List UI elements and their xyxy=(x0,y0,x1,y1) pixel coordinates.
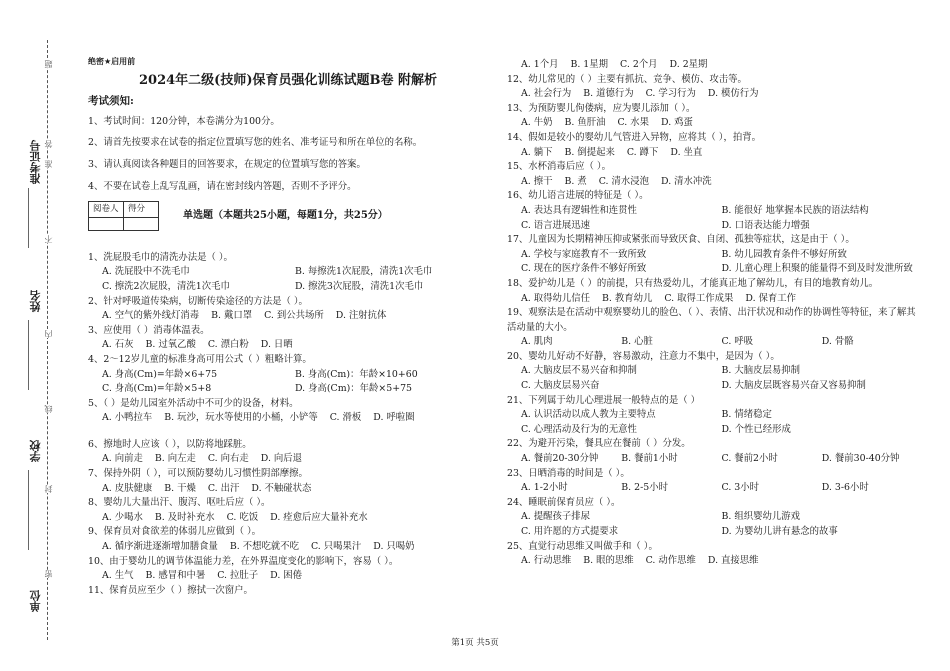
answer-option[interactable]: D. 为婴幼儿讲有悬念的故事 xyxy=(721,526,838,537)
question-text: 23、日晒消毒的时间是（ ）。 xyxy=(507,467,630,479)
answer-options xyxy=(88,368,488,397)
left-column xyxy=(88,55,488,598)
answer-option[interactable]: B. 餐前1小时 xyxy=(621,453,678,465)
answer-option[interactable]: A. 循序渐进逐渐增加膳食量 xyxy=(102,541,218,553)
answer-option[interactable]: B. 煮 xyxy=(564,175,587,187)
answer-option[interactable]: A. 1个月 xyxy=(521,59,559,70)
answer-options xyxy=(88,569,488,584)
answer-option[interactable]: C. 语言进展迅速 xyxy=(521,219,591,231)
answer-option[interactable]: A. 肌肉 xyxy=(521,336,553,348)
score-cell[interactable] xyxy=(124,217,159,230)
right-column xyxy=(507,58,922,569)
answer-option[interactable]: B. 情绪稳定 xyxy=(721,409,772,421)
answer-option[interactable]: D. 困倦 xyxy=(270,570,303,582)
seal-char: 密 xyxy=(44,570,53,578)
answer-option[interactable]: A. 向前走 xyxy=(102,453,143,465)
question-text: 11、保育员应至少（ ）擦拭一次窗户。 xyxy=(88,584,253,596)
answer-option[interactable]: C. 滑板 xyxy=(329,412,362,424)
question-text: 24、睡眠前保育员应（ ）。 xyxy=(507,496,621,508)
question-text: 3、应使用（ ）消毒体温表。 xyxy=(88,324,210,336)
answer-option[interactable]: A. 大脑皮层不易兴奋和抑制 xyxy=(521,365,637,377)
seal-char: 准 xyxy=(44,160,53,168)
margin-label-exam-number: 准考证号 xyxy=(29,140,42,184)
answer-options xyxy=(88,482,488,497)
answer-option[interactable]: D. 身高(Cm)：年龄×5+75 xyxy=(295,383,412,395)
answer-option[interactable]: A. 取得幼儿信任 xyxy=(521,292,590,304)
answer-option[interactable]: B. 戴口罩 xyxy=(211,310,253,322)
answer-options xyxy=(88,309,488,324)
answer-option[interactable]: A. 1-2小时 xyxy=(521,482,568,494)
answer-option[interactable]: C. 出汗 xyxy=(207,482,240,494)
question-text: 10、由于婴幼儿的调节体温能力差，在外界温度变化的影响下，容易（ ）。 xyxy=(88,555,399,567)
answer-option[interactable]: B. 大脑皮层易抑制 xyxy=(721,365,800,377)
seal-char: 题 xyxy=(44,60,53,68)
answer-option[interactable]: C. 3小时 xyxy=(721,482,760,494)
answer-option[interactable]: B. 1星期 xyxy=(570,59,609,70)
answer-options xyxy=(507,175,922,190)
answer-option[interactable]: A. 认识活动以成人教为主要特点 xyxy=(521,409,656,421)
answer-option[interactable]: B. 幼儿园教育条件不够好所致 xyxy=(721,248,847,260)
score-section xyxy=(88,201,488,231)
answer-option[interactable]: A. 表达具有逻辑性和连贯性 xyxy=(521,204,637,216)
seal-char: 答 xyxy=(44,140,53,148)
binding-margin xyxy=(0,0,60,671)
answer-option[interactable]: A. 社会行为 xyxy=(521,88,572,100)
answer-option[interactable]: C. 大脑皮层易兴奋 xyxy=(521,380,600,392)
seal-line xyxy=(47,40,48,640)
question-text: 14、假如是较小的婴幼儿气管进入异物，应将其（ ），拍背。 xyxy=(507,131,761,143)
answer-option[interactable]: B. 教育幼儿 xyxy=(601,292,653,304)
answer-option[interactable]: A. 洗屁股中不洗毛巾 xyxy=(102,266,190,278)
fill-line xyxy=(28,470,39,550)
answer-option[interactable]: A. 行动思维 xyxy=(521,555,572,567)
answer-option[interactable]: A. 身高(Cm)=年龄×6+75 xyxy=(102,368,218,380)
notice-item: 3、请认真阅读各种题目的回答要求，在规定的位置填写您的答案。 xyxy=(88,158,366,170)
answer-option[interactable]: D. 痊愈后应大量补充水 xyxy=(270,511,368,523)
answer-options xyxy=(507,364,922,393)
answer-option[interactable]: A. 学校与家庭教育不一致所致 xyxy=(521,248,647,260)
answer-options xyxy=(507,87,922,102)
notice-list xyxy=(88,115,488,194)
answer-option[interactable]: D. 3-6小时 xyxy=(821,482,869,494)
questions-left xyxy=(88,251,488,599)
answer-options xyxy=(507,554,922,569)
page-footer: 第1页 共5页 xyxy=(451,638,499,648)
answer-option[interactable]: D. 鸡蛋 xyxy=(661,117,693,129)
answer-options xyxy=(88,452,488,467)
question-text: 12、幼儿常见的（ ）主要有抓抗、竞争、模仿、攻击等。 xyxy=(507,73,747,85)
answer-option[interactable]: B. 干燥 xyxy=(164,482,196,494)
seal-char: 内 xyxy=(44,330,53,338)
reviewer-label: 阅卷人 xyxy=(89,202,124,218)
score-label: 得分 xyxy=(124,202,159,218)
answer-option[interactable]: A. 提醒孩子排尿 xyxy=(521,511,590,523)
answer-option[interactable]: D. 模仿行为 xyxy=(707,88,759,100)
answer-options xyxy=(88,338,488,353)
answer-option[interactable]: C. 蹲下 xyxy=(626,146,659,158)
answer-option[interactable]: C. 吃饭 xyxy=(226,511,259,523)
answer-option[interactable]: D. 擦洗3次屁股，清洗1次毛巾 xyxy=(295,280,424,292)
answer-option[interactable]: C. 到公共场所 xyxy=(264,310,324,322)
section-heading: 单选题（本题共25小题，每题1分，共25分） xyxy=(183,209,388,221)
answer-option[interactable]: B. 倒提起来 xyxy=(564,146,615,158)
answer-option[interactable]: C. 只喝果汁 xyxy=(310,541,362,553)
answer-option[interactable]: C. 2个月 xyxy=(620,59,658,70)
answer-options xyxy=(507,146,922,161)
question-text: 15、水杯消毒后应（ ）。 xyxy=(507,161,611,173)
notice-item: 1、考试时间：120分钟，本卷满分为100分。 xyxy=(88,115,280,127)
answer-option[interactable]: D. 坐直 xyxy=(670,146,703,158)
answer-option[interactable]: C. 心理活动及行为的无意性 xyxy=(521,423,637,435)
question-text: 20、婴幼儿好动不好静，容易激动，注意力不集中，是因为（ ）。 xyxy=(507,350,780,362)
question-text: 4、2～12岁儿童的标准身高可用公式（ ）粗略计算。 xyxy=(88,353,312,365)
answer-option[interactable]: D. 口语表达能力增强 xyxy=(721,219,810,231)
answer-option[interactable]: D. 个性已经形成 xyxy=(721,423,791,435)
answer-option[interactable]: D. 直接思维 xyxy=(707,555,759,567)
answer-option[interactable]: C. 学习行为 xyxy=(645,88,696,100)
answer-option[interactable]: C. 漂白粉 xyxy=(207,339,249,351)
answer-options xyxy=(88,540,488,555)
answer-option[interactable]: A. 生气 xyxy=(102,570,134,582)
answer-option[interactable]: C. 拉肚子 xyxy=(217,570,259,582)
notice-heading: 考试须知: xyxy=(88,95,134,108)
answer-option[interactable]: C. 身高(Cm)=年龄×5+8 xyxy=(102,383,212,395)
answer-option[interactable]: D. 清水冲洗 xyxy=(661,175,712,187)
answer-options xyxy=(88,411,488,426)
answer-option[interactable]: A. 石灰 xyxy=(102,339,134,351)
answer-option[interactable]: B. 身高(Cm)：年龄×10+60 xyxy=(295,368,418,380)
question-text: 2、针对呼吸道传染病，切断传染途径的方法是（ ）。 xyxy=(88,295,308,307)
answer-option[interactable]: A. 餐前20-30分钟 xyxy=(521,453,599,465)
questions-right xyxy=(507,58,922,569)
question-text: 7、保持外阴（ ），可以预防婴幼儿习惯性阴部摩擦。 xyxy=(88,468,308,480)
answer-option[interactable]: A. 小鸭拉车 xyxy=(102,412,153,424)
question-text: 18、爱护幼儿是（ ）的前提，只有热爱幼儿，才能真正地了解幼儿，有目的地教育幼儿。 xyxy=(507,277,879,289)
seal-char: 不 xyxy=(44,235,53,243)
answer-option[interactable]: C. 用许愿的方式提要求 xyxy=(521,526,619,537)
answer-option[interactable]: A. 牛奶 xyxy=(521,117,553,129)
answer-options xyxy=(507,204,922,233)
answer-option[interactable]: D. 注射抗体 xyxy=(335,310,387,322)
answer-option[interactable]: C. 餐前2小时 xyxy=(721,453,778,465)
answer-options xyxy=(507,452,922,467)
answer-options xyxy=(88,511,488,526)
margin-label-unit: 单位 xyxy=(29,590,42,612)
answer-options xyxy=(507,481,922,496)
question-text: 5、（ ）是幼儿园室外活动中不可少的设备，材料。 xyxy=(88,397,299,409)
answer-option[interactable]: B. 过氧乙酸 xyxy=(145,339,196,351)
answer-options xyxy=(88,265,488,294)
question-text: 17、儿童因为长期精神压抑或紧张而导致厌食、自闭、孤独等症状，这是由于（ ）。 xyxy=(507,234,855,246)
reviewer-cell[interactable] xyxy=(89,217,124,230)
fill-line xyxy=(28,320,39,390)
page-title: 2024年二级(技师)保育员强化训练试题B卷 附解析 xyxy=(139,72,437,88)
answer-option[interactable]: D. 呼啦圈 xyxy=(373,412,415,424)
answer-option[interactable]: D. 不触碰状态 xyxy=(251,482,312,494)
question-text: 22、为避开污染，餐具应在餐前（ ）分发。 xyxy=(507,438,691,450)
question-text: 9、保育员对食欲差的体弱儿应做到（ ）。 xyxy=(88,526,262,538)
question-text: 6、擦地时人应该（ ），以防将地踩脏。 xyxy=(88,438,252,450)
answer-option[interactable]: C. 水果 xyxy=(617,117,650,129)
answer-option[interactable]: B. 不想吃就不吃 xyxy=(229,541,299,553)
answer-option[interactable]: B. 感冒和中暑 xyxy=(145,570,206,582)
answer-option[interactable]: B. 每擦洗1次屁股，清洗1次毛巾 xyxy=(295,266,433,278)
answer-option[interactable]: C. 向右走 xyxy=(207,453,249,465)
answer-option[interactable]: C. 动作思维 xyxy=(645,555,696,567)
answer-option[interactable]: D. 2星期 xyxy=(669,59,708,70)
answer-option[interactable]: B. 鱼肝油 xyxy=(564,117,606,129)
answer-options xyxy=(507,292,922,307)
answer-option[interactable]: C. 擦洗2次屁股，清洗1次毛巾 xyxy=(102,280,230,292)
margin-label-name: 姓名 xyxy=(29,290,42,312)
answer-option[interactable]: B. 及时补充水 xyxy=(154,511,215,523)
question-text: 8、婴幼儿大量出汗、腹泻、呕吐后应（ ）。 xyxy=(88,497,271,509)
answer-options xyxy=(507,408,922,437)
answer-option[interactable]: A. 擦干 xyxy=(521,175,553,187)
answer-option[interactable]: D. 大脑皮层既容易兴奋又容易抑制 xyxy=(721,380,866,392)
answer-option[interactable]: C. 取得工作成果 xyxy=(664,292,734,304)
answer-option[interactable]: C. 呼吸 xyxy=(721,336,754,348)
answer-option[interactable]: B. 能很好 地掌握本民族的语法结构 xyxy=(721,204,869,216)
question-text: 1、洗屁股毛巾的清洗办法是（ ）。 xyxy=(88,251,233,263)
answer-options xyxy=(507,58,922,73)
answer-options xyxy=(507,510,922,539)
answer-option[interactable]: D. 餐前30-40分钟 xyxy=(821,453,900,465)
answer-option[interactable]: B. 眼的思维 xyxy=(583,555,634,567)
answer-option[interactable]: C. 现在的医疗条件不够好所致 xyxy=(521,263,647,275)
answer-option[interactable]: D. 骨骼 xyxy=(821,336,854,348)
answer-options xyxy=(507,248,922,277)
answer-option[interactable]: A. 皮肤健康 xyxy=(102,482,153,494)
seal-char: 封 xyxy=(44,485,53,493)
question-text: 13、为预防婴儿佝偻病，应为婴儿添加（ ）。 xyxy=(507,102,696,114)
answer-option[interactable]: B. 向左走 xyxy=(154,453,196,465)
answer-option[interactable]: D. 日晒 xyxy=(260,339,293,351)
answer-option[interactable]: D. 保育工作 xyxy=(745,292,797,304)
fill-line xyxy=(28,188,39,248)
seal-char: 线 xyxy=(44,405,53,413)
answer-option[interactable]: A. 少喝水 xyxy=(102,511,143,523)
answer-option[interactable]: A. 空气的紫外线灯消毒 xyxy=(102,310,200,322)
answer-options xyxy=(507,116,922,131)
answer-option[interactable]: B. 玩沙，玩水等使用的小桶，小铲等 xyxy=(164,412,318,424)
secret-mark: 绝密★启用前 xyxy=(88,57,136,66)
question-text: 16、幼儿语言进展的特征是（ ）。 xyxy=(507,190,649,202)
answer-option[interactable]: D. 儿童心理上积聚的能量得不到及时发泄所致 xyxy=(721,263,913,275)
answer-option[interactable]: A. 躺下 xyxy=(521,146,553,158)
answer-options xyxy=(507,335,922,350)
notice-item: 4、不要在试卷上乱写乱画，请在密封线内答题，否则不予评分。 xyxy=(88,180,357,192)
answer-option[interactable]: B. 组织婴幼儿游戏 xyxy=(721,511,800,523)
answer-option[interactable]: D. 只喝奶 xyxy=(373,541,415,553)
answer-option[interactable]: B. 2-5小时 xyxy=(621,482,668,494)
question-text: 19、观察法是在活动中观察婴幼儿的脸色、（ ）、表情、出汗状况和动作的协调性等特征，来了解其活动量的大小。 xyxy=(507,307,916,333)
answer-option[interactable]: B. 心脏 xyxy=(621,336,653,348)
question-text: 25、直觉行动思维又叫做手和（ ）。 xyxy=(507,540,658,552)
score-box xyxy=(88,201,159,231)
answer-option[interactable]: D. 向后退 xyxy=(260,453,303,465)
answer-option[interactable]: C. 清水浸泡 xyxy=(598,175,650,187)
question-text: 21、下列属于幼儿心理进展一般特点的是（ ） xyxy=(507,394,701,406)
margin-label-school: 学校 xyxy=(29,440,42,462)
notice-item: 2、请首先按要求在试卷的指定位置填写您的姓名、准考证号和所在单位的名称。 xyxy=(88,137,423,149)
answer-option[interactable]: B. 道德行为 xyxy=(583,88,634,100)
